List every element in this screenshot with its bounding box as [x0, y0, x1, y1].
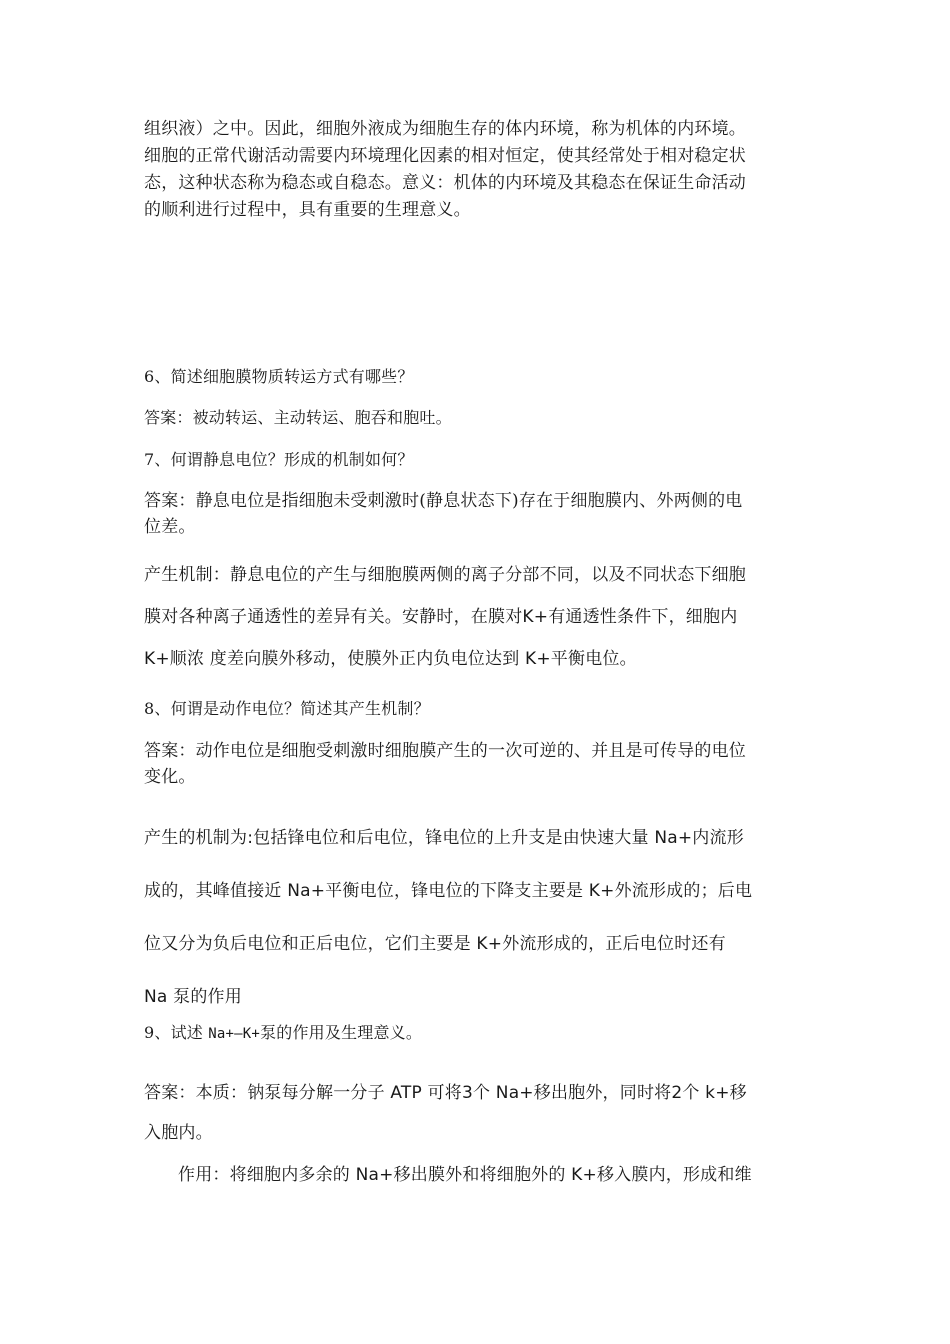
function-9: 作用：将细胞内多余的 Na+移出膜外和将细胞外的 K+移入膜内，形成和维 — [178, 1165, 752, 1185]
mechanism-line: 膜对各种离子通透性的差异有关。安静时，在膜对K+有通透性条件下，细胞内 — [144, 607, 738, 627]
mechanism-line: Na 泵的作用 — [144, 987, 242, 1007]
question-code: Na+—K+ — [208, 1026, 261, 1042]
mechanism-line: 成的，其峰值接近 Na+平衡电位，锋电位的下降支主要是 K+外流形成的；后电 — [144, 881, 753, 901]
question-7: 7、何谓静息电位？形成的机制如何？ — [144, 450, 414, 469]
paragraph-line: 组织液）之中。因此，细胞外液成为细胞生存的体内环境，称为机体的内环境。 — [144, 119, 746, 139]
answer-line: 答案：静息电位是指细胞未受刺激时(静息状态下)存在于细胞膜内、外两侧的电 — [144, 491, 743, 511]
intro-paragraph — [144, 116, 810, 224]
mechanism-line: 位又分为负后电位和正后电位，它们主要是 K+外流形成的，正后电位时还有 — [144, 934, 726, 954]
question-suffix: 泵的作用及生理意义。 — [260, 1023, 423, 1042]
paragraph-line: 态，这种状态称为稳态或自稳态。意义：机体的内环境及其稳态在保证生命活动 — [144, 173, 746, 193]
question-prefix: 9、试述 — [144, 1023, 209, 1042]
answer-line: 位差。 — [144, 517, 196, 537]
answer-8 — [144, 738, 810, 790]
question-6: 6、简述细胞膜物质转运方式有哪些？ — [144, 367, 414, 386]
question-9 — [144, 1020, 810, 1047]
answer-7 — [144, 488, 810, 540]
answer-9 — [144, 1073, 810, 1153]
answer-line: 答案：本质：钠泵每分解一分子 ATP 可将3个 Na+移出胞外，同时将2个 k+移 — [144, 1083, 747, 1103]
question-8: 8、何谓是动作电位？简述其产生机制？ — [144, 699, 430, 718]
mechanism-8 — [144, 812, 810, 1024]
answer-line: 变化。 — [144, 767, 196, 787]
mechanism-line: 产生机制：静息电位的产生与细胞膜两侧的离子分部不同，以及不同状态下细胞 — [144, 565, 746, 585]
answer-6: 答案：被动转运、主动转运、胞吞和胞吐。 — [144, 408, 452, 427]
paragraph-line: 的顺利进行过程中，具有重要的生理意义。 — [144, 200, 471, 220]
mechanism-line: K+顺浓 度差向膜外移动，使膜外正内负电位达到 K+平衡电位。 — [144, 649, 637, 669]
paragraph-line: 细胞的正常代谢活动需要内环境理化因素的相对恒定，使其经常处于相对稳定状 — [144, 146, 746, 166]
mechanism-line: 产生的机制为:包括锋电位和后电位，锋电位的上升支是由快速大量 Na+内流形 — [144, 828, 744, 848]
answer-line: 答案：动作电位是细胞受刺激时细胞膜产生的一次可逆的、并且是可传导的电位 — [144, 741, 746, 761]
mechanism-7 — [144, 554, 810, 680]
answer-line: 入胞内。 — [144, 1123, 213, 1143]
